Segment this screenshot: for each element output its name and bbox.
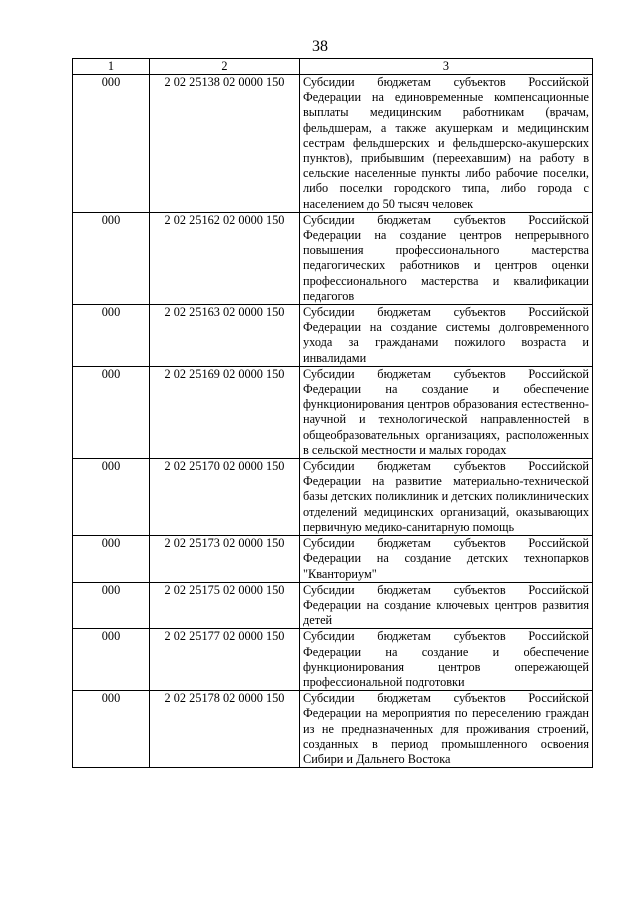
table-row — [73, 305, 593, 367]
admin-code-cell: 000 — [73, 629, 150, 691]
table-row — [73, 582, 593, 629]
admin-code-cell: 000 — [73, 75, 150, 213]
revenue-code-cell: 2 02 25175 02 0000 150 — [150, 582, 300, 629]
column-header-1: 1 — [73, 59, 150, 75]
table-row — [73, 691, 593, 768]
revenue-code-cell: 2 02 25169 02 0000 150 — [150, 366, 300, 458]
revenue-name-cell: Субсидии бюджетам субъектов Российской Федерации на создание ключевых центров развития детей — [300, 582, 593, 629]
page-number: 38 — [312, 38, 328, 55]
admin-code-cell: 000 — [73, 366, 150, 458]
revenue-code-cell: 2 02 25173 02 0000 150 — [150, 536, 300, 583]
admin-code-cell: 000 — [73, 691, 150, 768]
revenue-name-cell: Субсидии бюджетам субъектов Российской Федерации на создание системы долговременного ухода за гражданами пожилого возраста и инвалидами — [300, 305, 593, 367]
revenue-code-cell: 2 02 25138 02 0000 150 — [150, 75, 300, 213]
budget-code-table — [72, 58, 593, 768]
revenue-name-cell: Субсидии бюджетам субъектов Российской Федерации на создание детских технопарков "Кванториум" — [300, 536, 593, 583]
table-row — [73, 459, 593, 536]
column-header-2: 2 — [150, 59, 300, 75]
revenue-name-cell: Субсидии бюджетам субъектов Российской Федерации на создание центров непрерывного повышения профессионального мастерства педагогических работников и центров оценки профессионального мастерства и квалификации педагогов — [300, 212, 593, 304]
revenue-code-cell: 2 02 25162 02 0000 150 — [150, 212, 300, 304]
revenue-name-cell: Субсидии бюджетам субъектов Российской Федерации на единовременные компенсационные выплаты медицинским работникам (врачам, фельдшерам, а также акушеркам и медицинским сестрам фельдшерских и фельдшерско-акушерских пунктов), прибывшим (переехавшим) на работу в сельские населенные пункты либо рабочие поселки, либо поселки городского типа, либо города с населением до 50 тысяч человек — [300, 75, 593, 213]
column-header-3: 3 — [300, 59, 593, 75]
table-row — [73, 75, 593, 213]
admin-code-cell: 000 — [73, 305, 150, 367]
revenue-name-cell: Субсидии бюджетам субъектов Российской Федерации на развитие материально-технической базы детских поликлиник и детских поликлинических отделений медицинских организаций, оказывающих первичную медико-санитарную помощь — [300, 459, 593, 536]
revenue-code-cell: 2 02 25177 02 0000 150 — [150, 629, 300, 691]
table-row — [73, 366, 593, 458]
revenue-name-cell: Субсидии бюджетам субъектов Российской Федерации на мероприятия по переселению граждан из не предназначенных для проживания строений, созданных в период промышленного освоения Сибири и Дальнего Востока — [300, 691, 593, 768]
admin-code-cell: 000 — [73, 582, 150, 629]
table-row — [73, 536, 593, 583]
revenue-code-cell: 2 02 25178 02 0000 150 — [150, 691, 300, 768]
revenue-code-cell: 2 02 25170 02 0000 150 — [150, 459, 300, 536]
table-row — [73, 629, 593, 691]
revenue-name-cell: Субсидии бюджетам субъектов Российской Федерации на создание и обеспечение функционирования центров образования естественно-научной и технологической направленностей в общеобразовательных организациях, расположенных в сельской местности и малых городах — [300, 366, 593, 458]
table-header-row — [73, 59, 593, 75]
admin-code-cell: 000 — [73, 459, 150, 536]
revenue-code-cell: 2 02 25163 02 0000 150 — [150, 305, 300, 367]
admin-code-cell: 000 — [73, 212, 150, 304]
table-row — [73, 212, 593, 304]
revenue-name-cell: Субсидии бюджетам субъектов Российской Федерации на создание и обеспечение функционирования центров опережающей профессиональной подготовки — [300, 629, 593, 691]
admin-code-cell: 000 — [73, 536, 150, 583]
